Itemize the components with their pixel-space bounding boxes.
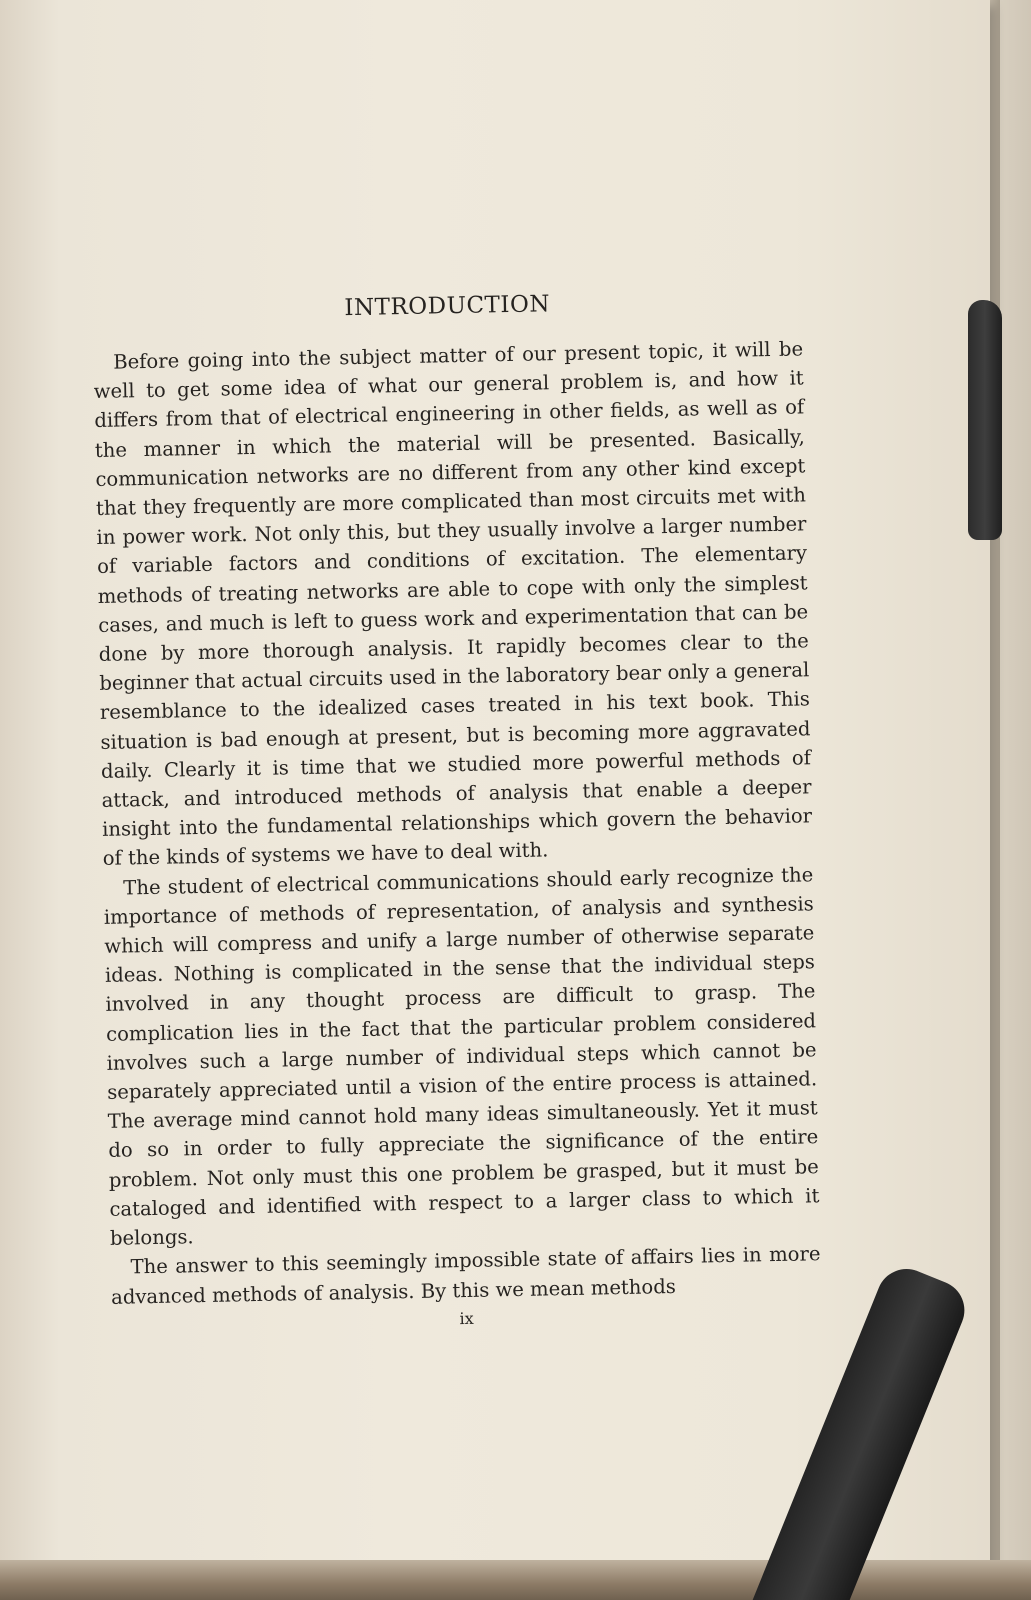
paragraph-3: The answer to this seemingly impossible state of affairs lies in more advanced methods of analysis. By this we mean methods — [110, 1242, 821, 1309]
book-bottom-edge — [0, 1560, 1031, 1600]
paragraph-2: The student of electrical communications should early recognize the importance of methods of representation, of analysis and synthesis which will compress and unify a large number of otherwise separate ideas. Nothing is complicated in the sense that the individual steps involved in any thought process are difficult to grasp. The complication lies in the fact that the particular problem considered involves such a large number of individual steps which cannot be separately appreciated until a vision of the entire process is attained. The average mind cannot hold many ideas simultaneously. Yet it must do so in order to fully appreciate the significance of the entire problem. Not only must this one problem be grasped, but it must be cataloged and identified with respect to a larger class to which it belongs. — [103, 862, 820, 1250]
page-text-block — [92, 286, 822, 1334]
paragraph-1: Before going into the subject matter of our present topic, it will be well to get some idea of what our general problem is, and how it differs from that of electrical engineering in other fields, as well as of the manner in which the material will be presented. Basically, communication networks are no different from any other kind except that they frequently are more complicated than most circuits met with in power work. Not only this, but they usually involve a larger number of variable factors and conditions of excitation. The elementary methods of treating networks are able to cope with only the simplest cases, and much is left to guess work and experimentation that can be done by more thorough analysis. It rapidly becomes clear to the beginner that actual circuits used in the laboratory bear only a general resemblance to the idealized cases treated in his text book. This situation is bad enough at present, but is becoming more aggravated daily. Clearly it is time that we studied more powerful methods of attack, and introduced methods of analysis that enable a deeper insight into the fundamental relationships which govern the behavior of the kinds of systems we have to deal with. — [93, 337, 813, 871]
page-number: ix — [459, 1308, 474, 1328]
page-title: INTRODUCTION — [344, 291, 551, 322]
page-holder-strap-top — [968, 300, 1002, 540]
